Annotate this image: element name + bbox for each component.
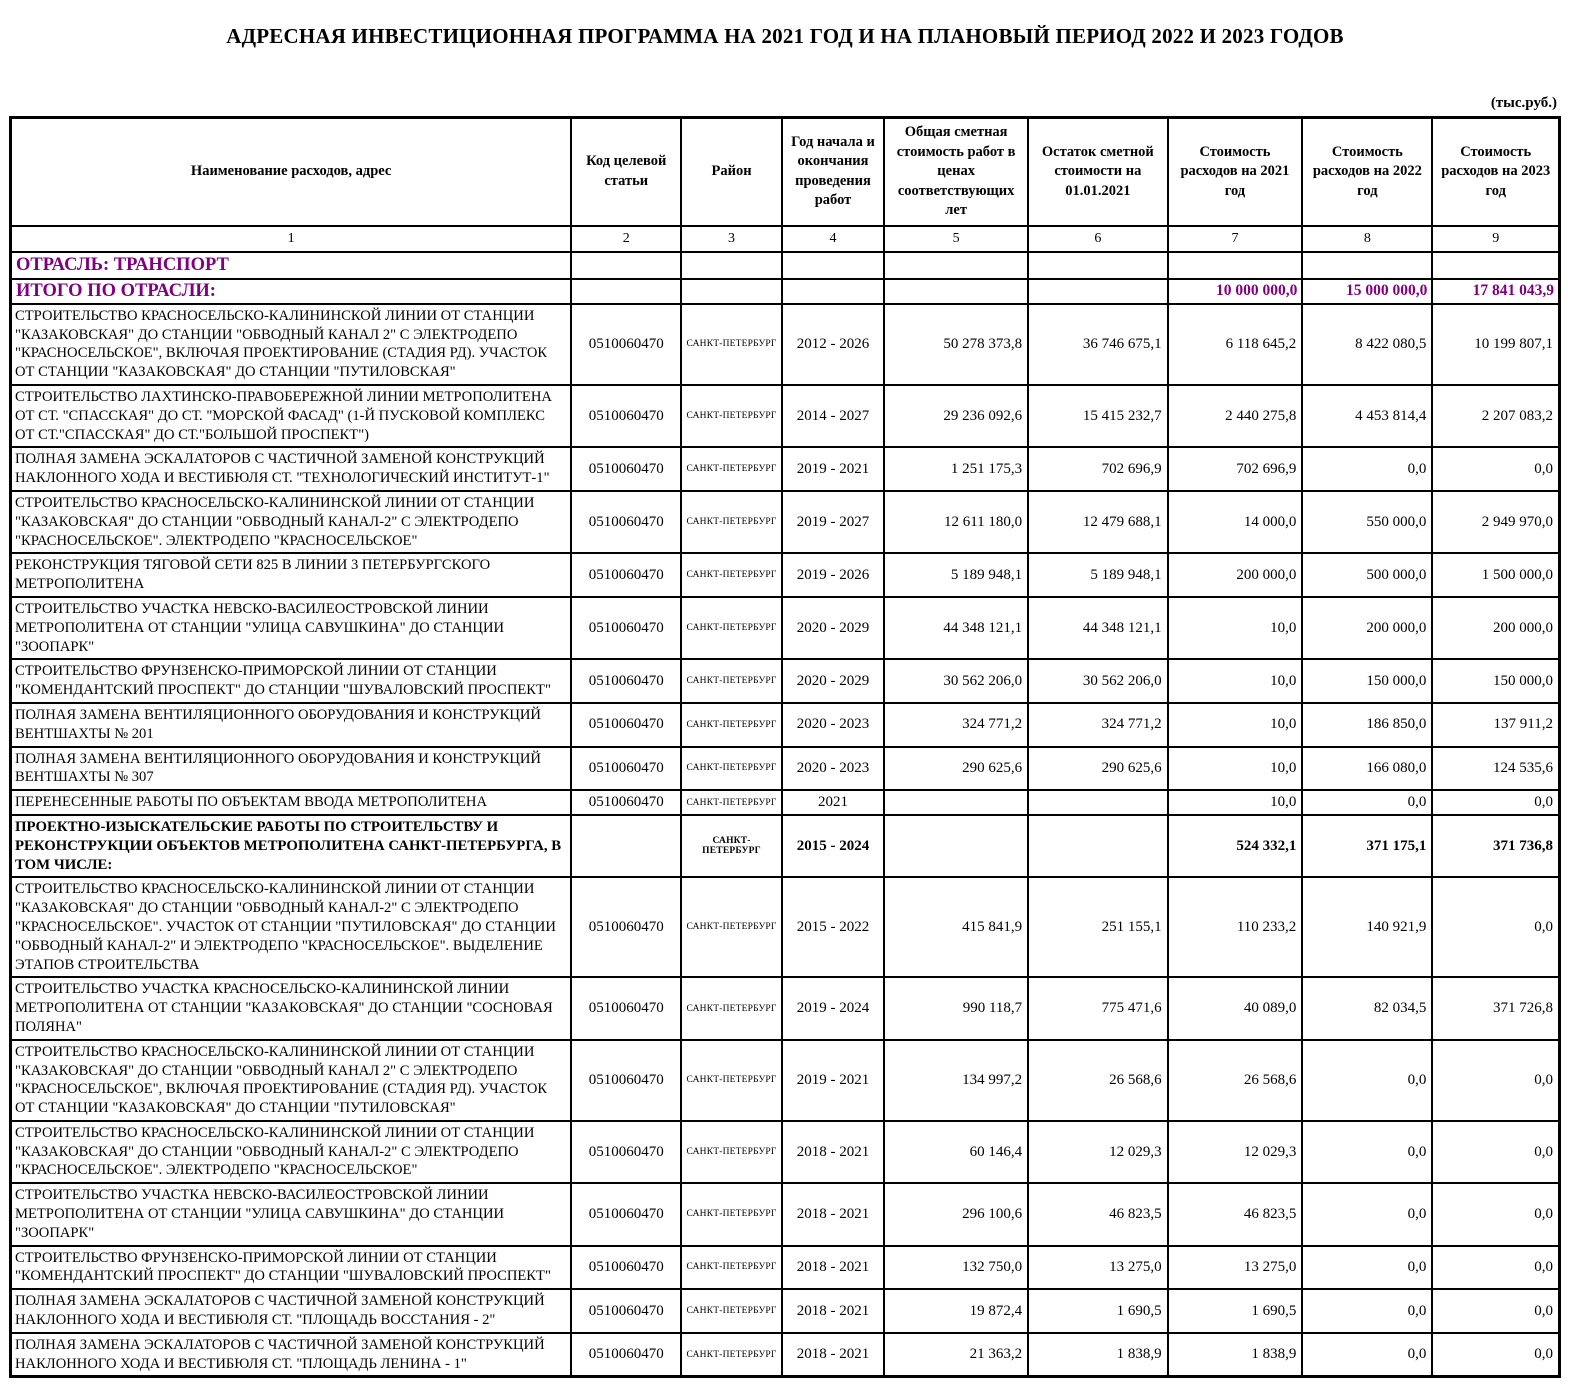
cell-name: СТРОИТЕЛЬСТВО ФРУНЗЕНСКО-ПРИМОРСКОЙ ЛИНИИ ОТ СТАНЦИИ "КОМЕНДАНТСКИЙ ПРОСПЕКТ" ДО СТАНЦИИ "ШУВАЛОВСКИЙ ПРОСПЕКТ" (11, 659, 572, 703)
cell-code: 0510060470 (571, 1246, 681, 1290)
cell-code: 0510060470 (571, 747, 681, 791)
table-row (11, 659, 1560, 703)
cell-y2021: 13 275,0 (1168, 1246, 1303, 1290)
cell-y2021: 200 000,0 (1168, 553, 1303, 597)
column-number: 8 (1302, 226, 1432, 252)
investment-program-table (9, 116, 1561, 1378)
cell-total-cost: 296 100,6 (884, 1183, 1028, 1245)
cell-years: 2019 - 2026 (782, 553, 884, 597)
cell-y2021: 524 332,1 (1168, 815, 1303, 877)
cell-remaining: 1 690,5 (1028, 1289, 1167, 1333)
table-row (11, 447, 1560, 491)
cell-remaining: 15 415 232,7 (1028, 385, 1167, 447)
cell-code: 0510060470 (571, 659, 681, 703)
empty-cell (1168, 252, 1303, 279)
cell-code: 0510060470 (571, 304, 681, 385)
cell-y2022: 82 034,5 (1302, 977, 1432, 1039)
cell-name: СТРОИТЕЛЬСТВО КРАСНОСЕЛЬСКО-КАЛИНИНСКОЙ ЛИНИИ ОТ СТАНЦИИ "КАЗАКОВСКАЯ" ДО СТАНЦИИ "ОБВОДНЫЙ КАНАЛ 2" С ЭЛЕКТРОДЕПО "КРАСНОСЕЛЬСКОЕ", ВКЛЮЧАЯ ПРОЕКТИРОВАНИЕ (СТАДИЯ РД). УЧАСТОК ОТ СТАНЦИИ "КАЗАКОВСКАЯ" ДО СТАНЦИИ "ПУТИЛОВСКАЯ" (11, 304, 572, 385)
cell-remaining: 12 029,3 (1028, 1121, 1167, 1183)
table-row (11, 1289, 1560, 1333)
cell-code: 0510060470 (571, 703, 681, 747)
table-row (11, 1246, 1560, 1290)
cell-y2023: 200 000,0 (1432, 597, 1559, 659)
table-row (11, 1121, 1560, 1183)
cell-name: СТРОИТЕЛЬСТВО ФРУНЗЕНСКО-ПРИМОРСКОЙ ЛИНИИ ОТ СТАНЦИИ "КОМЕНДАНТСКИЙ ПРОСПЕКТ" ДО СТАНЦИИ "ШУВАЛОВСКИЙ ПРОСПЕКТ" (11, 1246, 572, 1290)
total-2021: 10 000 000,0 (1168, 279, 1303, 304)
cell-y2021: 40 089,0 (1168, 977, 1303, 1039)
header-name: Наименование расходов, адрес (11, 118, 572, 226)
cell-name: ПОЛНАЯ ЗАМЕНА ЭСКАЛАТОРОВ С ЧАСТИЧНОЙ ЗАМЕНОЙ КОНСТРУКЦИЙ НАКЛОННОГО ХОДА И ВЕСТИБЮЛЯ СТ. "ПЛОЩАДЬ ВОССТАНИЯ - 2" (11, 1289, 572, 1333)
cell-y2023: 0,0 (1432, 1040, 1559, 1121)
empty-cell (1302, 252, 1432, 279)
cell-remaining: 44 348 121,1 (1028, 597, 1167, 659)
column-number: 2 (571, 226, 681, 252)
cell-y2022: 0,0 (1302, 1333, 1432, 1377)
cell-total-cost: 12 611 180,0 (884, 491, 1028, 553)
cell-total-cost: 132 750,0 (884, 1246, 1028, 1290)
cell-years: 2018 - 2021 (782, 1333, 884, 1377)
table-row (11, 1333, 1560, 1377)
cell-remaining (1028, 815, 1167, 877)
table-row (11, 815, 1560, 877)
cell-y2021: 10,0 (1168, 790, 1303, 815)
cell-y2022: 0,0 (1302, 1040, 1432, 1121)
table-body (11, 252, 1560, 1377)
table-row (11, 703, 1560, 747)
cell-name: ПОЛНАЯ ЗАМЕНА ЭСКАЛАТОРОВ С ЧАСТИЧНОЙ ЗАМЕНОЙ КОНСТРУКЦИЙ НАКЛОННОГО ХОДА И ВЕСТИБЮЛЯ СТ. "ТЕХНОЛОГИЧЕСКИЙ ИНСТИТУТ-1" (11, 447, 572, 491)
cell-years: 2019 - 2021 (782, 1040, 884, 1121)
cell-code: 0510060470 (571, 447, 681, 491)
cell-y2022: 8 422 080,5 (1302, 304, 1432, 385)
cell-y2023: 371 726,8 (1432, 977, 1559, 1039)
total-2022: 15 000 000,0 (1302, 279, 1432, 304)
table-row (11, 790, 1560, 815)
cell-total-cost: 60 146,4 (884, 1121, 1028, 1183)
cell-y2023: 0,0 (1432, 1246, 1559, 1290)
cell-y2022: 4 453 814,4 (1302, 385, 1432, 447)
table-row (11, 304, 1560, 385)
cell-district: САНКТ-ПЕТЕРБУРГ (681, 790, 782, 815)
column-number: 3 (681, 226, 782, 252)
header-2023: Стоимость расходов на 2023 год (1432, 118, 1559, 226)
cell-total-cost: 29 236 092,6 (884, 385, 1028, 447)
cell-y2021: 10,0 (1168, 597, 1303, 659)
cell-remaining: 775 471,6 (1028, 977, 1167, 1039)
cell-y2021: 46 823,5 (1168, 1183, 1303, 1245)
empty-cell (782, 252, 884, 279)
cell-y2021: 10,0 (1168, 747, 1303, 791)
empty-cell (1432, 252, 1559, 279)
cell-y2023: 0,0 (1432, 1333, 1559, 1377)
table-row (11, 385, 1560, 447)
column-number: 1 (11, 226, 572, 252)
cell-y2023: 150 000,0 (1432, 659, 1559, 703)
cell-y2022: 150 000,0 (1302, 659, 1432, 703)
cell-district: САНКТ-ПЕТЕРБУРГ (681, 1040, 782, 1121)
cell-remaining: 324 771,2 (1028, 703, 1167, 747)
cell-y2023: 0,0 (1432, 1289, 1559, 1333)
table-row (11, 553, 1560, 597)
cell-name: ПОЛНАЯ ЗАМЕНА ВЕНТИЛЯЦИОННОГО ОБОРУДОВАНИЯ И КОНСТРУКЦИЙ ВЕНТШАХТЫ № 307 (11, 747, 572, 791)
cell-y2021: 10,0 (1168, 659, 1303, 703)
cell-total-cost: 324 771,2 (884, 703, 1028, 747)
cell-y2022: 200 000,0 (1302, 597, 1432, 659)
cell-y2021: 14 000,0 (1168, 491, 1303, 553)
cell-y2021: 12 029,3 (1168, 1121, 1303, 1183)
cell-total-cost: 50 278 373,8 (884, 304, 1028, 385)
cell-years: 2021 (782, 790, 884, 815)
cell-district: САНКТ-ПЕТЕРБУРГ (681, 304, 782, 385)
cell-y2022: 166 080,0 (1302, 747, 1432, 791)
cell-remaining: 26 568,6 (1028, 1040, 1167, 1121)
total-row (11, 279, 1560, 304)
cell-y2023: 0,0 (1432, 790, 1559, 815)
cell-y2021: 1 690,5 (1168, 1289, 1303, 1333)
cell-y2023: 371 736,8 (1432, 815, 1559, 877)
cell-total-cost: 21 363,2 (884, 1333, 1028, 1377)
header-2022: Стоимость расходов на 2022 год (1302, 118, 1432, 226)
header-remaining: Остаток сметной стоимости на 01.01.2021 (1028, 118, 1167, 226)
cell-y2023: 1 500 000,0 (1432, 553, 1559, 597)
cell-name: СТРОИТЕЛЬСТВО УЧАСТКА НЕВСКО-ВАСИЛЕОСТРОВСКОЙ ЛИНИИ МЕТРОПОЛИТЕНА ОТ СТАНЦИИ "УЛИЦА САВУШКИНА" ДО СТАНЦИИ "ЗООПАРК" (11, 1183, 572, 1245)
cell-y2022: 0,0 (1302, 1246, 1432, 1290)
column-number: 7 (1168, 226, 1303, 252)
cell-remaining: 290 625,6 (1028, 747, 1167, 791)
header-district: Район (681, 118, 782, 226)
cell-years: 2020 - 2029 (782, 659, 884, 703)
cell-years: 2018 - 2021 (782, 1289, 884, 1333)
cell-y2022: 0,0 (1302, 1289, 1432, 1333)
cell-y2022: 371 175,1 (1302, 815, 1432, 877)
cell-district: САНКТ-ПЕТЕРБУРГ (681, 877, 782, 977)
cell-total-cost: 990 118,7 (884, 977, 1028, 1039)
cell-total-cost: 19 872,4 (884, 1289, 1028, 1333)
cell-y2022: 0,0 (1302, 1121, 1432, 1183)
empty-cell (1028, 279, 1167, 304)
empty-cell (884, 252, 1028, 279)
cell-name: ПЕРЕНЕСЕННЫЕ РАБОТЫ ПО ОБЪЕКТАМ ВВОДА МЕТРОПОЛИТЕНА (11, 790, 572, 815)
cell-district: САНКТ-ПЕТЕРБУРГ (681, 1289, 782, 1333)
cell-remaining: 46 823,5 (1028, 1183, 1167, 1245)
cell-years: 2020 - 2023 (782, 703, 884, 747)
column-number: 9 (1432, 226, 1559, 252)
cell-code: 0510060470 (571, 597, 681, 659)
cell-code: 0510060470 (571, 790, 681, 815)
cell-years: 2018 - 2021 (782, 1246, 884, 1290)
cell-y2022: 186 850,0 (1302, 703, 1432, 747)
cell-name: ПОЛНАЯ ЗАМЕНА ВЕНТИЛЯЦИОННОГО ОБОРУДОВАНИЯ И КОНСТРУКЦИЙ ВЕНТШАХТЫ № 201 (11, 703, 572, 747)
cell-y2022: 500 000,0 (1302, 553, 1432, 597)
cell-total-cost: 134 997,2 (884, 1040, 1028, 1121)
cell-name: СТРОИТЕЛЬСТВО КРАСНОСЕЛЬСКО-КАЛИНИНСКОЙ ЛИНИИ ОТ СТАНЦИИ "КАЗАКОВСКАЯ" ДО СТАНЦИИ "ОБВОДНЫЙ КАНАЛ-2" С ЭЛЕКТРОДЕПО "КРАСНОСЕЛЬСКОЕ". ЭЛЕКТРОДЕПО "КРАСНОСЕЛЬСКОЕ" (11, 491, 572, 553)
cell-y2023: 124 535,6 (1432, 747, 1559, 791)
cell-district: САНКТ-ПЕТЕРБУРГ (681, 597, 782, 659)
cell-y2021: 2 440 275,8 (1168, 385, 1303, 447)
header-code: Код целевой статьи (571, 118, 681, 226)
cell-y2021: 702 696,9 (1168, 447, 1303, 491)
cell-remaining: 12 479 688,1 (1028, 491, 1167, 553)
cell-years: 2020 - 2023 (782, 747, 884, 791)
cell-name: СТРОИТЕЛЬСТВО КРАСНОСЕЛЬСКО-КАЛИНИНСКОЙ ЛИНИИ ОТ СТАНЦИИ "КАЗАКОВСКАЯ" ДО СТАНЦИИ "ОБВОДНЫЙ КАНАЛ 2" С ЭЛЕКТРОДЕПО "КРАСНОСЕЛЬСКОЕ", ВКЛЮЧАЯ ПРОЕКТИРОВАНИЕ (СТАДИЯ РД). УЧАСТОК ОТ СТАНЦИИ "КАЗАКОВСКАЯ" ДО СТАНЦИИ "ПУТИЛОВСКАЯ" (11, 1040, 572, 1121)
cell-y2021: 1 838,9 (1168, 1333, 1303, 1377)
cell-district: САНКТ-ПЕТЕРБУРГ (681, 553, 782, 597)
cell-code: 0510060470 (571, 553, 681, 597)
cell-y2023: 0,0 (1432, 1121, 1559, 1183)
cell-name: СТРОИТЕЛЬСТВО УЧАСТКА НЕВСКО-ВАСИЛЕОСТРОВСКОЙ ЛИНИИ МЕТРОПОЛИТЕНА ОТ СТАНЦИИ "УЛИЦА САВУШКИНА" ДО СТАНЦИИ "ЗООПАРК" (11, 597, 572, 659)
cell-remaining: 36 746 675,1 (1028, 304, 1167, 385)
cell-name: ПРОЕКТНО-ИЗЫСКАТЕЛЬСКИЕ РАБОТЫ ПО СТРОИТЕЛЬСТВУ И РЕКОНСТРУКЦИИ ОБЪЕКТОВ МЕТРОПОЛИТЕНА САНКТ-ПЕТЕРБУРГА, В ТОМ ЧИСЛЕ: (11, 815, 572, 877)
cell-name: ПОЛНАЯ ЗАМЕНА ЭСКАЛАТОРОВ С ЧАСТИЧНОЙ ЗАМЕНОЙ КОНСТРУКЦИЙ НАКЛОННОГО ХОДА И ВЕСТИБЮЛЯ СТ. "ПЛОЩАДЬ ЛЕНИНА - 1" (11, 1333, 572, 1377)
cell-y2022: 140 921,9 (1302, 877, 1432, 977)
cell-district: САНКТ-ПЕТЕРБУРГ (681, 977, 782, 1039)
cell-remaining (1028, 790, 1167, 815)
cell-code: 0510060470 (571, 1183, 681, 1245)
cell-y2023: 2 949 970,0 (1432, 491, 1559, 553)
cell-years: 2014 - 2027 (782, 385, 884, 447)
cell-remaining: 702 696,9 (1028, 447, 1167, 491)
table-row (11, 877, 1560, 977)
cell-name: СТРОИТЕЛЬСТВО УЧАСТКА КРАСНОСЕЛЬСКО-КАЛИНИНСКОЙ ЛИНИИ МЕТРОПОЛИТЕНА ОТ СТАНЦИИ "КАЗАКОВСКАЯ" ДО СТАНЦИИ "СОСНОВАЯ ПОЛЯНА" (11, 977, 572, 1039)
cell-remaining: 251 155,1 (1028, 877, 1167, 977)
cell-y2021: 26 568,6 (1168, 1040, 1303, 1121)
cell-name: СТРОИТЕЛЬСТВО КРАСНОСЕЛЬСКО-КАЛИНИНСКОЙ ЛИНИИ ОТ СТАНЦИИ "КАЗАКОВСКАЯ" ДО СТАНЦИИ "ОБВОДНЫЙ КАНАЛ-2" С ЭЛЕКТРОДЕПО "КРАСНОСЕЛЬСКОЕ". ЭЛЕКТРОДЕПО "КРАСНОСЕЛЬСКОЕ" (11, 1121, 572, 1183)
cell-name: СТРОИТЕЛЬСТВО КРАСНОСЕЛЬСКО-КАЛИНИНСКОЙ ЛИНИИ ОТ СТАНЦИИ "КАЗАКОВСКАЯ" ДО СТАНЦИИ "ОБВОДНЫЙ КАНАЛ-2" С ЭЛЕКТРОДЕПО "КРАСНОСЕЛЬСКОЕ". УЧАСТОК ОТ СТАНЦИИ "ПУТИЛОВСКАЯ" ДО СТАНЦИИ "ОБВОДНЫЙ КАНАЛ-2" И ЭЛЕКТРОДЕПО "КРАСНОСЕЛЬСКОЕ". ВЫДЕЛЕНИЕ ЭТАПОВ СТРОИТЕЛЬСТВА (11, 877, 572, 977)
table-row (11, 977, 1560, 1039)
cell-years: 2018 - 2021 (782, 1183, 884, 1245)
cell-district: САНКТ-ПЕТЕРБУРГ (681, 447, 782, 491)
cell-total-cost: 415 841,9 (884, 877, 1028, 977)
cell-y2021: 10,0 (1168, 703, 1303, 747)
cell-district: САНКТ-ПЕТЕРБУРГ (681, 703, 782, 747)
empty-cell (571, 252, 681, 279)
cell-district: САНКТ-ПЕТЕРБУРГ (681, 815, 782, 877)
cell-y2022: 0,0 (1302, 1183, 1432, 1245)
cell-remaining: 13 275,0 (1028, 1246, 1167, 1290)
empty-cell (1028, 252, 1167, 279)
cell-years: 2019 - 2027 (782, 491, 884, 553)
cell-total-cost (884, 790, 1028, 815)
cell-district: САНКТ-ПЕТЕРБУРГ (681, 747, 782, 791)
section-label: ОТРАСЛЬ: ТРАНСПОРТ (11, 252, 572, 279)
cell-y2023: 2 207 083,2 (1432, 385, 1559, 447)
cell-name: РЕКОНСТРУКЦИЯ ТЯГОВОЙ СЕТИ 825 В ЛИНИИ 3 ПЕТЕРБУРГСКОГО МЕТРОПОЛИТЕНА (11, 553, 572, 597)
total-label: ИТОГО ПО ОТРАСЛИ: (11, 279, 572, 304)
cell-district: САНКТ-ПЕТЕРБУРГ (681, 1246, 782, 1290)
cell-total-cost: 44 348 121,1 (884, 597, 1028, 659)
cell-total-cost: 1 251 175,3 (884, 447, 1028, 491)
header-total-cost: Общая сметная стоимость работ в ценах соответствующих лет (884, 118, 1028, 226)
cell-code: 0510060470 (571, 1040, 681, 1121)
cell-district: САНКТ-ПЕТЕРБУРГ (681, 1333, 782, 1377)
empty-cell (884, 279, 1028, 304)
cell-total-cost (884, 815, 1028, 877)
column-number: 5 (884, 226, 1028, 252)
cell-code (571, 815, 681, 877)
table-row (11, 1040, 1560, 1121)
empty-cell (782, 279, 884, 304)
table-row (11, 491, 1560, 553)
cell-y2022: 0,0 (1302, 790, 1432, 815)
cell-code: 0510060470 (571, 977, 681, 1039)
empty-cell (681, 279, 782, 304)
column-number-row (11, 226, 1560, 252)
cell-district: САНКТ-ПЕТЕРБУРГ (681, 1183, 782, 1245)
cell-code: 0510060470 (571, 385, 681, 447)
empty-cell (681, 252, 782, 279)
total-2023: 17 841 043,9 (1432, 279, 1559, 304)
table-row (11, 597, 1560, 659)
column-number: 4 (782, 226, 884, 252)
table-header (11, 118, 1560, 252)
cell-y2021: 110 233,2 (1168, 877, 1303, 977)
units-label: (тыс.руб.) (1490, 95, 1557, 111)
cell-y2023: 0,0 (1432, 447, 1559, 491)
cell-code: 0510060470 (571, 491, 681, 553)
cell-remaining: 1 838,9 (1028, 1333, 1167, 1377)
cell-district: САНКТ-ПЕТЕРБУРГ (681, 1121, 782, 1183)
cell-years: 2015 - 2022 (782, 877, 884, 977)
cell-remaining: 5 189 948,1 (1028, 553, 1167, 597)
cell-y2023: 0,0 (1432, 877, 1559, 977)
empty-cell (571, 279, 681, 304)
cell-y2023: 10 199 807,1 (1432, 304, 1559, 385)
column-number: 6 (1028, 226, 1167, 252)
cell-name: СТРОИТЕЛЬСТВО ЛАХТИНСКО-ПРАВОБЕРЕЖНОЙ ЛИНИИ МЕТРОПОЛИТЕНА ОТ СТ. "СПАССКАЯ" ДО СТ. "МОРСКОЙ ФАСАД" (1-Й ПУСКОВОЙ КОМПЛЕКС ОТ СТ."СПАССКАЯ" ДО СТ."БОЛЬШОЙ ПРОСПЕКТ") (11, 385, 572, 447)
cell-total-cost: 30 562 206,0 (884, 659, 1028, 703)
cell-y2022: 0,0 (1302, 447, 1432, 491)
cell-code: 0510060470 (571, 877, 681, 977)
section-row (11, 252, 1560, 279)
cell-y2022: 550 000,0 (1302, 491, 1432, 553)
cell-y2023: 0,0 (1432, 1183, 1559, 1245)
cell-district: САНКТ-ПЕТЕРБУРГ (681, 659, 782, 703)
cell-total-cost: 290 625,6 (884, 747, 1028, 791)
page-title: АДРЕСНАЯ ИНВЕСТИЦИОННАЯ ПРОГРАММА НА 2021 ГОД И НА ПЛАНОВЫЙ ПЕРИОД 2022 И 2023 ГОДОВ (226, 24, 1344, 48)
table-row (11, 747, 1560, 791)
cell-years: 2019 - 2024 (782, 977, 884, 1039)
cell-district: САНКТ-ПЕТЕРБУРГ (681, 385, 782, 447)
cell-y2021: 6 118 645,2 (1168, 304, 1303, 385)
cell-years: 2018 - 2021 (782, 1121, 884, 1183)
header-years: Год начала и окончания проведения работ (782, 118, 884, 226)
cell-district: САНКТ-ПЕТЕРБУРГ (681, 491, 782, 553)
cell-code: 0510060470 (571, 1121, 681, 1183)
cell-remaining: 30 562 206,0 (1028, 659, 1167, 703)
header-2021: Стоимость расходов на 2021 год (1168, 118, 1303, 226)
header-row (11, 118, 1560, 226)
cell-years: 2012 - 2026 (782, 304, 884, 385)
cell-years: 2020 - 2029 (782, 597, 884, 659)
cell-years: 2019 - 2021 (782, 447, 884, 491)
table-row (11, 1183, 1560, 1245)
cell-years: 2015 - 2024 (782, 815, 884, 877)
cell-total-cost: 5 189 948,1 (884, 553, 1028, 597)
cell-code: 0510060470 (571, 1289, 681, 1333)
cell-code: 0510060470 (571, 1333, 681, 1377)
cell-y2023: 137 911,2 (1432, 703, 1559, 747)
